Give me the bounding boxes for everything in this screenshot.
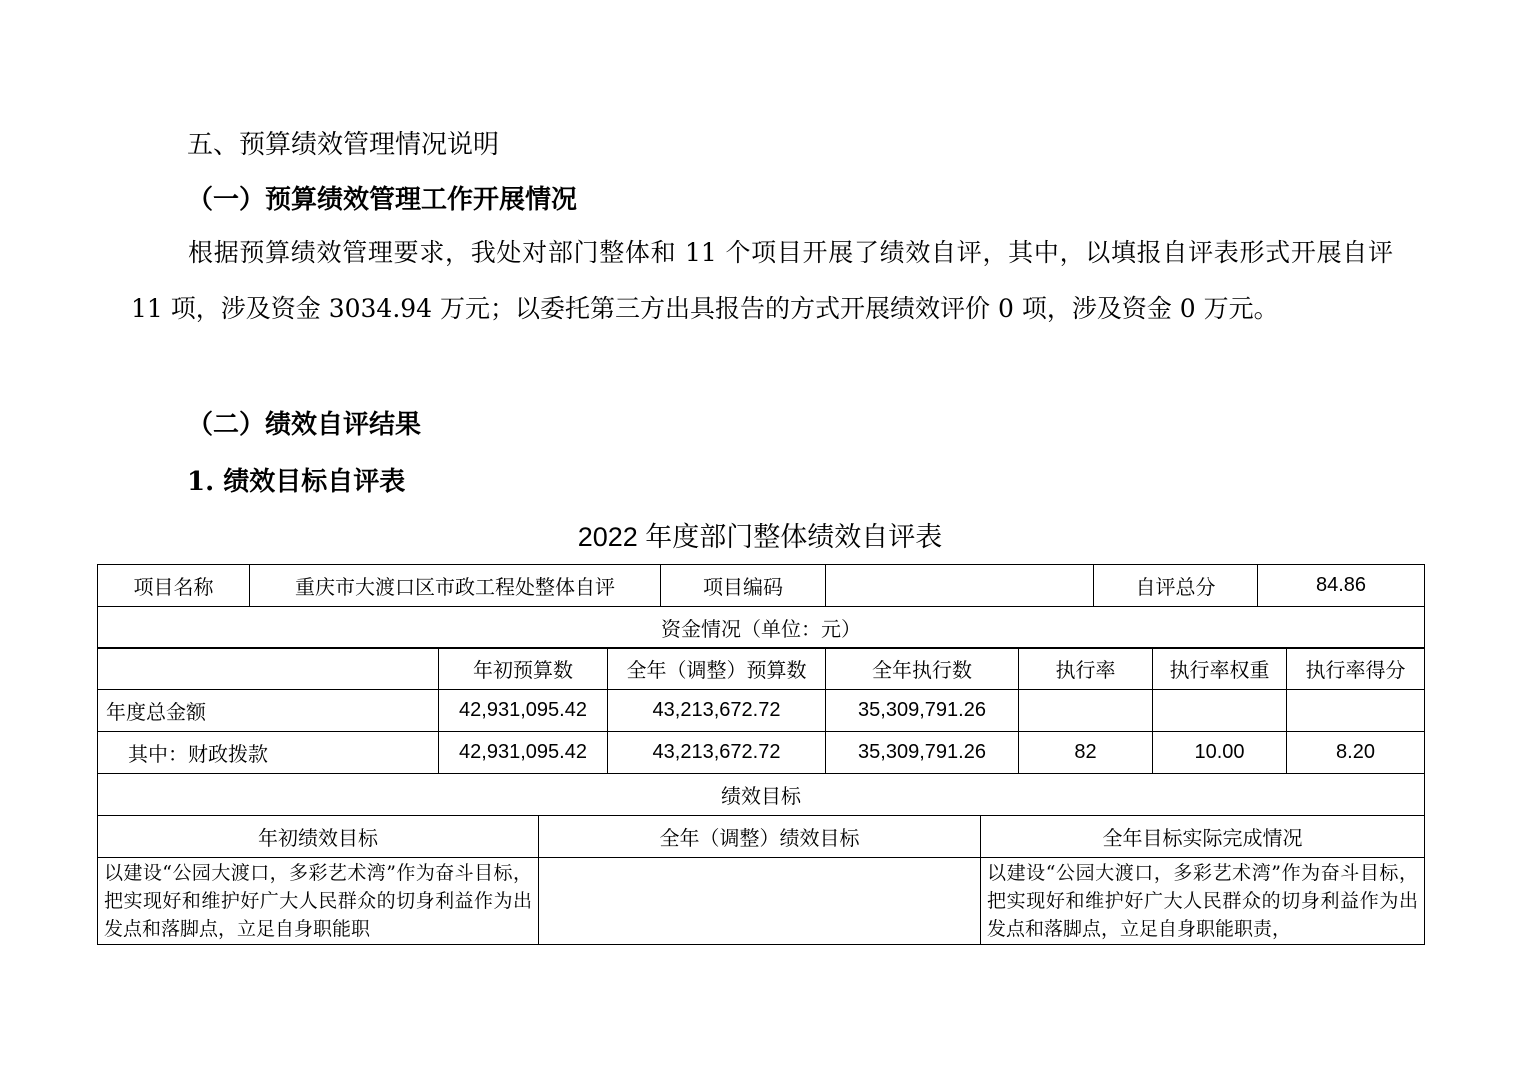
table-row xyxy=(98,565,1425,607)
table-row xyxy=(98,858,1425,945)
project-code-value xyxy=(826,565,1094,607)
score-value: 84.86 xyxy=(1258,565,1425,607)
row-label: 其中：财政拨款 xyxy=(98,732,439,774)
section-title: 五、预算绩效管理情况说明 xyxy=(187,130,500,160)
table-cell xyxy=(1019,690,1153,732)
table-row xyxy=(98,690,1425,732)
subsection-title-table: 1. 绩效目标自评表 xyxy=(187,467,406,497)
funds-col-header: 全年（调整）预算数 xyxy=(608,648,826,690)
table-cell: 42,931,095.42 xyxy=(439,690,608,732)
table-cell: 35,309,791.26 xyxy=(826,732,1019,774)
table-cell xyxy=(1153,690,1287,732)
funds-col-header: 年初预算数 xyxy=(439,648,608,690)
table-cell: 10.00 xyxy=(1153,732,1287,774)
table-row xyxy=(98,607,1425,649)
project-name-value: 重庆市大渡口区市政工程处整体自评 xyxy=(250,565,661,607)
goals-header: 绩效目标 xyxy=(98,774,1425,816)
goals-col-header: 全年（调整）绩效目标 xyxy=(539,816,981,858)
table-row xyxy=(98,816,1425,858)
funds-col-header xyxy=(98,648,439,690)
project-code-label: 项目编码 xyxy=(661,565,826,607)
funds-col-header: 全年执行数 xyxy=(826,648,1019,690)
body-paragraph: 根据预算绩效管理要求，我处对部门整体和 11 个项目开展了绩效自评，其中，以填报自评表形式开展自评 11 项，涉及资金 3034.94 万元；以委托第三方出具报告的方式开展绩效评价 0 项，涉及资金 0 万元。 xyxy=(131,238,1393,323)
table-title: 2022 年度部门整体绩效自评表 xyxy=(577,522,943,552)
project-info-table xyxy=(97,564,1425,649)
table-cell: 35,309,791.26 xyxy=(826,690,1019,732)
subsection-title-work: （一）预算绩效管理工作开展情况 xyxy=(187,185,578,215)
goals-col-header: 年初绩效目标 xyxy=(98,816,539,858)
funds-header: 资金情况（单位：元） xyxy=(98,607,1425,649)
goals-col-header: 全年目标实际完成情况 xyxy=(981,816,1425,858)
table-cell xyxy=(1287,690,1425,732)
table-cell: 43,213,672.72 xyxy=(608,732,826,774)
funds-col-header: 执行率权重 xyxy=(1153,648,1287,690)
table-cell: 42,931,095.42 xyxy=(439,732,608,774)
table-cell: 82 xyxy=(1019,732,1153,774)
score-label: 自评总分 xyxy=(1094,565,1258,607)
adjusted-goal-text xyxy=(539,858,981,945)
table-row xyxy=(98,774,1425,816)
subsection-title-results: （二）绩效自评结果 xyxy=(187,410,422,440)
funds-col-header: 执行率得分 xyxy=(1287,648,1425,690)
funds-col-header: 执行率 xyxy=(1019,648,1153,690)
table-cell: 8.20 xyxy=(1287,732,1425,774)
actual-completion-text: 以建设“公园大渡口，多彩艺术湾”作为奋斗目标，把实现好和维护好广大人民群众的切身利益作为出发点和落脚点，立足自身职能职责， xyxy=(981,858,1425,945)
goals-table xyxy=(97,815,1425,945)
project-name-label: 项目名称 xyxy=(98,565,250,607)
funds-table xyxy=(97,647,1425,816)
initial-goal-text: 以建设“公园大渡口，多彩艺术湾”作为奋斗目标，把实现好和维护好广大人民群众的切身利益作为出发点和落脚点，立足自身职能职 xyxy=(98,858,539,945)
table-cell: 43,213,672.72 xyxy=(608,690,826,732)
table-row xyxy=(98,648,1425,690)
row-label: 年度总金额 xyxy=(98,690,439,732)
table-row xyxy=(98,732,1425,774)
